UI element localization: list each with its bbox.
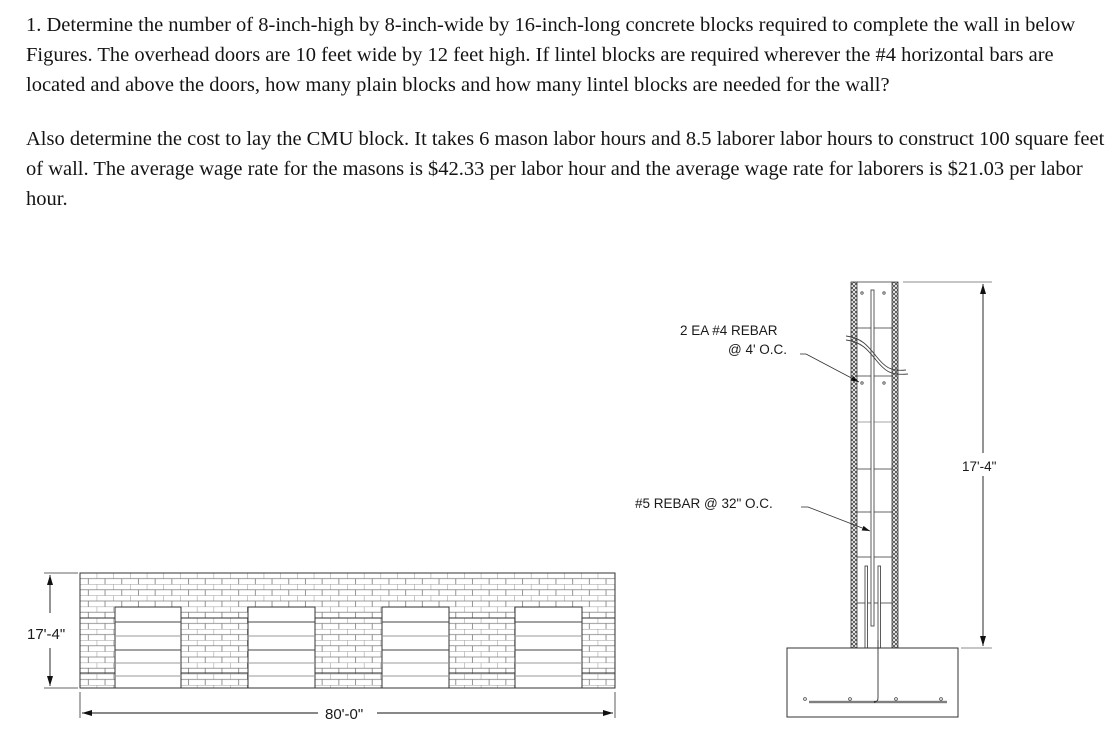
face-shell-right (892, 282, 898, 648)
vertical-rebar (871, 290, 874, 626)
section-height-dimension (903, 282, 997, 648)
course-lines (857, 328, 892, 603)
elevation-height-label: 17'-4" (27, 626, 66, 643)
problem-paragraph-2: Also determine the cost to lay the CMU block. It takes 6 mason labor hours and 8.5 laborer labor hours to construct 100 square feet of wall. The average wage rate for the masons is $42.33 per labor hour and the average wage rate for laborers is $21.03 per labor hour. (26, 127, 1105, 211)
overhead-door (515, 607, 582, 688)
callout-horizontal-line1: 2 EA #4 REBAR (680, 323, 778, 338)
wall-section (787, 282, 958, 717)
elevation-length-label: 80'-0" (325, 706, 364, 723)
callout-vertical-label: #5 REBAR @ 32" O.C. (635, 496, 773, 511)
wall-elevation (80, 573, 615, 688)
overhead-door (115, 607, 181, 688)
callout-horizontal-rebar (680, 323, 859, 382)
elevation-height-dimension (27, 573, 78, 688)
elevation-length-dimension (80, 692, 615, 723)
problem-paragraph-1: 1. Determine the number of 8-inch-high by 8-inch-wide by 16-inch-long concrete blocks required to complete the wall in below Figures. The overhead doors are 10 feet wide by 12 feet high. If lintel blocks are required wherever the #4 horizontal bars are located and above the doors, how many plain blocks and how many lintel blocks are needed for the wall? (26, 14, 1076, 97)
callout-horizontal-line2: @ 4' O.C. (728, 342, 788, 357)
overhead-door (382, 607, 449, 688)
callout-vertical-rebar (635, 496, 870, 531)
section-height-label: 17'-4" (962, 459, 997, 474)
footing (787, 648, 958, 717)
overhead-door (248, 607, 315, 688)
